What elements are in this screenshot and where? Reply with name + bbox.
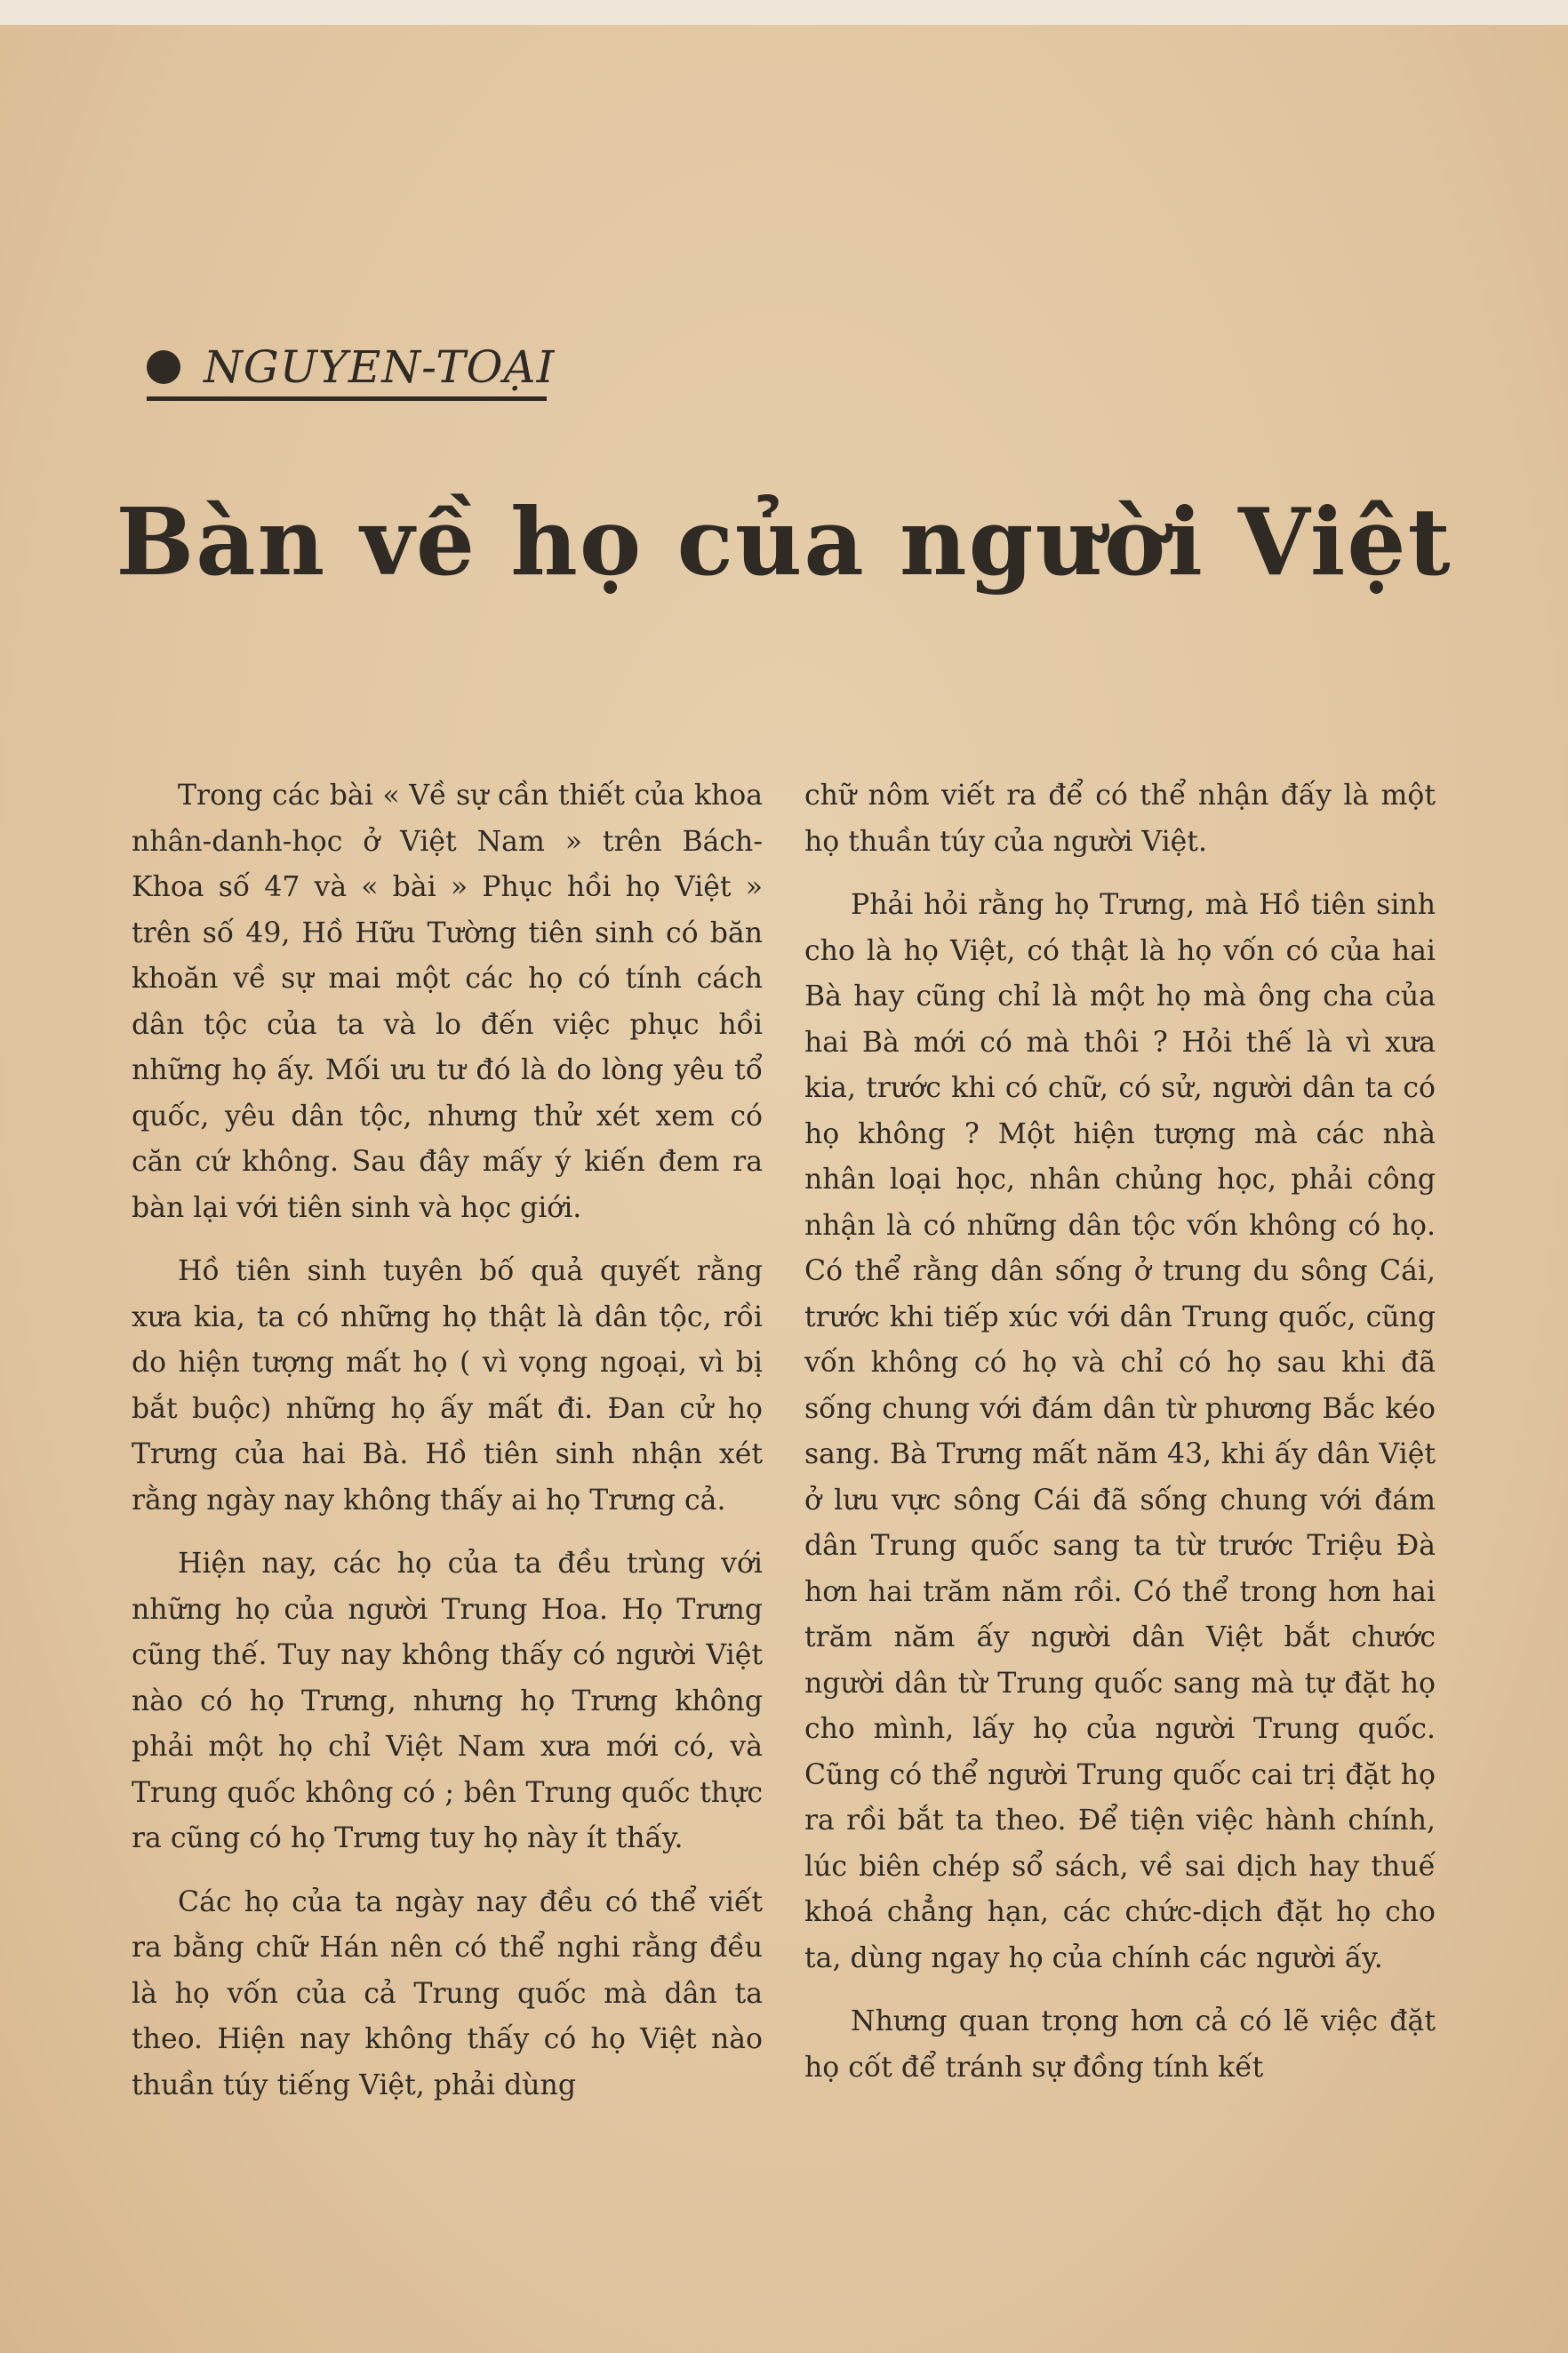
paragraph: Các họ của ta ngày nay đều có thể viết ra bằng chữ Hán nên có thể nghi rằng đều là họ vốn của cả Trung quốc mà dân ta theo. Hiện nay không thấy có họ Việt nào thuần túy tiếng Việt, phải dùng (132, 1885, 763, 2101)
author-name: NGUYEN-TOẠI (204, 341, 556, 393)
bullet-icon (147, 350, 180, 384)
right-column (804, 773, 1436, 2109)
page-top-edge (0, 0, 1568, 25)
article-title: Bàn về họ của người Việt (116, 487, 1452, 596)
paragraph: Trong các bài « Về sự cần thiết của khoa nhân-danh-học ở Việt Nam » trên Bách-Khoa số 47 và « bài » Phục hồi họ Việt » trên số 49, Hồ Hữu Tường tiên sinh có băn khoăn về sự mai một các họ có tính cách dân tộc của ta và lo đến việc phục hồi những họ ấy. Mối ưu tư đó là do lòng yêu tổ quốc, yêu dân tộc, nhưng thử xét xem có căn cứ không. Sau đây mấy ý kiến đem ra bàn lại với tiên sinh và học giới. (132, 780, 763, 1224)
author-row (147, 336, 555, 398)
left-column (132, 773, 763, 2126)
paragraph-continuation: chữ nôm viết ra để có thể nhận đấy là một họ thuần túy của người Việt. (804, 780, 1436, 858)
author-underline (147, 396, 547, 401)
paragraph: Hồ tiên sinh tuyên bố quả quyết rằng xưa kia, ta có những họ thật là dân tộc, rồi do hiện tượng mất họ ( vì vọng ngoại, vì bị bắt buộc) những họ ấy mất đi. Đan cử họ Trưng của hai Bà. Hồ tiên sinh nhận xét rằng ngày nay không thấy ai họ Trưng cả. (132, 1255, 763, 1517)
paragraph: Phải hỏi rằng họ Trưng, mà Hồ tiên sinh cho là họ Việt, có thật là họ vốn có của hai Bà hay cũng chỉ là một họ mà ông cha của hai Bà mới có mà thôi ? Hỏi thế là vì xưa kia, trước khi có chữ, có sử, người dân ta có họ không ? Một hiện tượng mà các nhà nhân loại học, nhân chủng học, phải công nhận là có những dân tộc vốn không có họ. Có thể rằng dân sống ở trung du sông Cái, trước khi tiếp xúc với dân Trung quốc, cũng vốn không có họ và chỉ có họ sau khi đã sống chung với đám dân từ phương Bắc kéo sang. Bà Trưng mất năm 43, khi ấy dân Việt ở lưu vực sông Cái đã sống chung với đám dân Trung quốc sang ta từ trước Triệu Đà hơn hai trăm năm rồi. Có thể trong hơn hai trăm năm ấy người dân Việt bắt chước người dân từ Trung quốc sang mà tự đặt họ cho mình, lấy họ của người Trung quốc. Cũng có thể người Trung quốc cai trị đặt họ ra rồi bắt ta theo. Để tiện việc hành chính, lúc biên chép sổ sách, về sai dịch hay thuế khoá chẳng hạn, các chức-dịch đặt họ cho ta, dùng ngay họ của chính các người ấy. (804, 889, 1436, 1974)
paragraph: Nhưng quan trọng hơn cả có lẽ việc đặt họ cốt để tránh sự đồng tính kết (804, 2005, 1436, 2084)
paragraph: Hiện nay, các họ của ta đều trùng với những họ của người Trung Hoa. Họ Trưng cũng thế. Tuy nay không thấy có người Việt nào có họ Trưng, nhưng họ Trưng không phải một họ chỉ Việt Nam xưa mới có, và Trung quốc không có ; bên Trung quốc thực ra cũng có họ Trưng tuy họ này ít thấy. (132, 1548, 763, 1854)
